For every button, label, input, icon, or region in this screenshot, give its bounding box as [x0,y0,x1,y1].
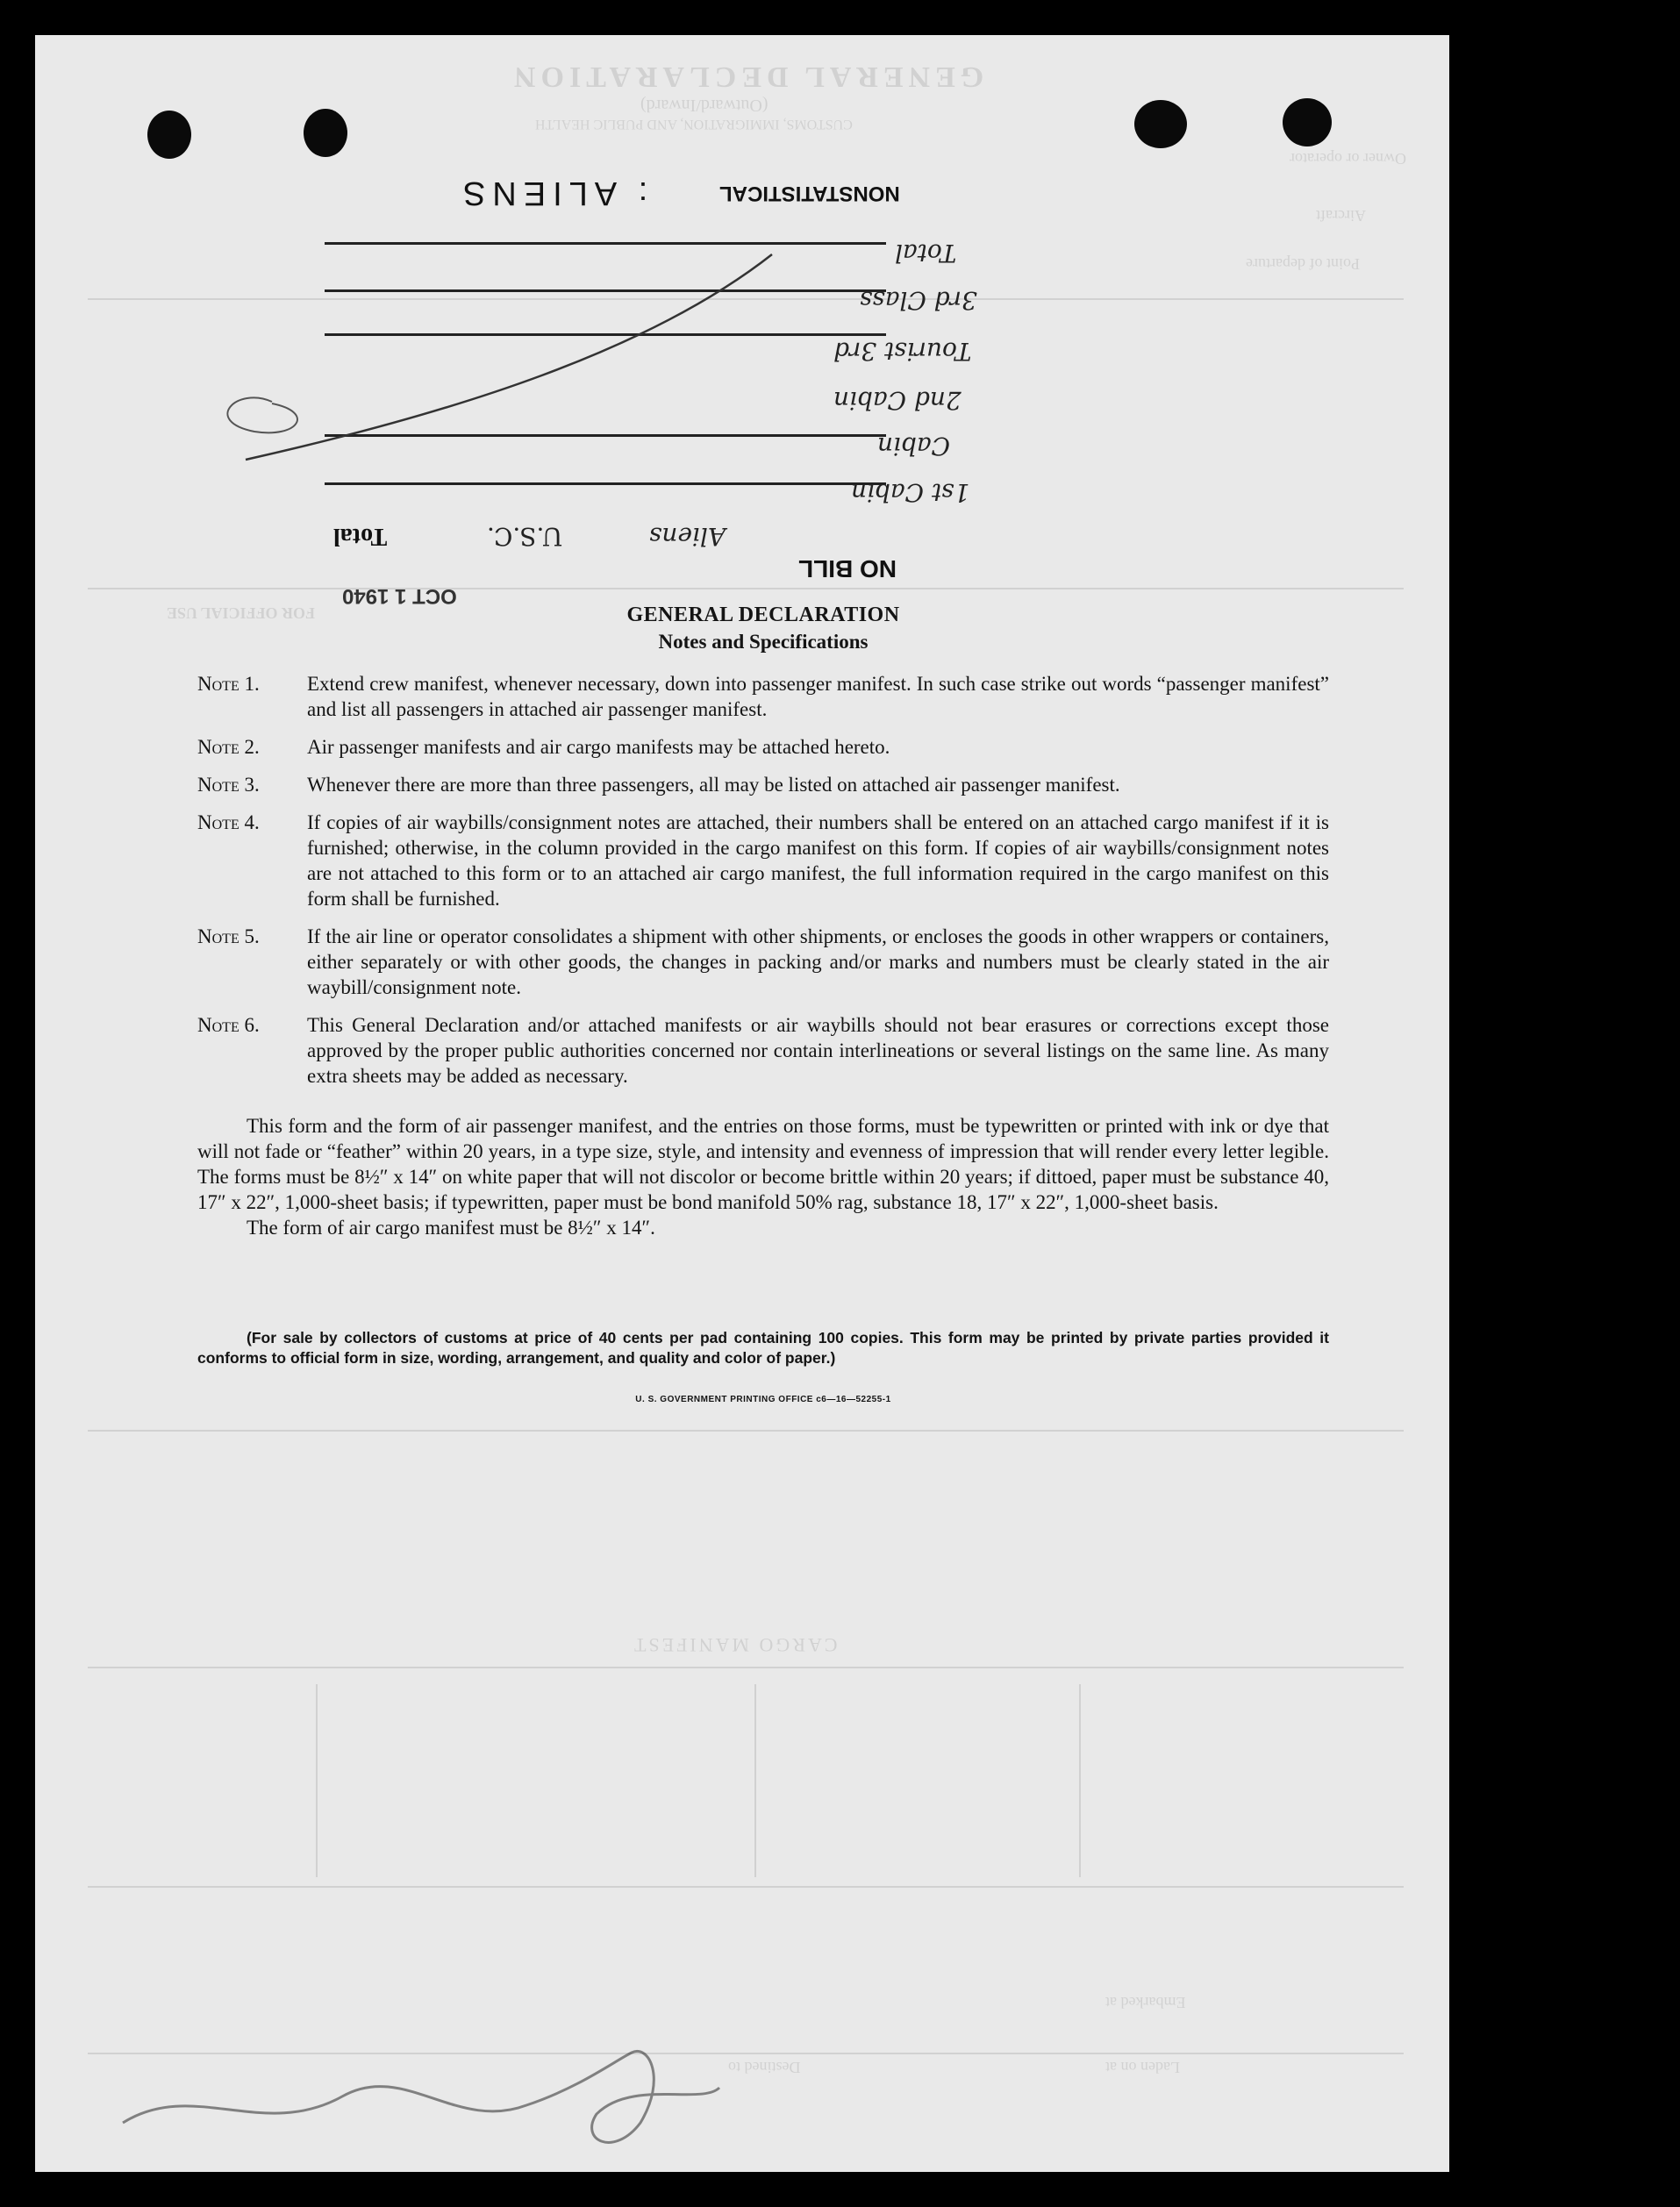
ghost-rule [88,588,1404,589]
note-1 [197,671,1329,722]
ghost-owner: Owner or operator [1290,150,1406,168]
note-5 [197,924,1329,1000]
ghost-point: Point of departure [1246,255,1360,273]
document-page [35,35,1449,2172]
ghost-laden: Laden on at [1105,2059,1180,2076]
note-label: Note 1. [197,673,260,695]
punch-hole [1283,98,1332,146]
ghost-cargo: CARGO MANIFEST [632,1634,838,1656]
ghost-rule [316,1684,318,1877]
note-text: Extend crew manifest, whenever necessary, down into passenger manifest. In such case strike out words “passenger manifest” and list all passengers in attached air passenger manifest. [307,673,1329,720]
stamp-aliens: Aliens [649,522,726,551]
ghost-rule [1079,1684,1081,1877]
note-label: Note 4. [197,811,260,833]
note-label: Note 2. [197,736,260,758]
note-text: Whenever there are more than three passengers, all may be listed on attached air passenger manifest. [307,774,1120,796]
punch-hole [1134,100,1187,148]
signature-stroke [123,2051,719,2142]
format-paragraph: This form and the form of air passenger manifest, and the entries on those forms, must be typewritten or printed with ink or dye that will not fade or “feather” within 20 years, in a type size, style, and intensity and evenness of impression that will render every letter legible. The forms must be 8½″ x 14″ on white paper that will not discolor or become brittle within 20 years; if dittoed, paper must be substance 40, 17″ x 22″, 1,000-sheet basis; if typewritten, paper must be bond manifold 50% rag, substance 18, 17″ x 22″, 1,000-sheet basis. [197,1115,1329,1213]
ghost-agency: CUSTOMS, IMMIGRATION, AND PUBLIC HEALTH [535,117,853,132]
ghost-title: GENERAL DECLARATION [509,61,984,93]
stamp-handwritten-aliens: : ALIENS [456,175,648,211]
ghost-embarked: Embarked at [1105,1994,1186,2011]
note-2 [197,734,1329,760]
stamp-row-3rd-class: 3rd Class [860,286,977,315]
cargo-format-paragraph: The form of air cargo manifest must be 8½″ x 14″. [247,1217,655,1239]
stamp-row-cabin: Cabin [877,432,951,461]
note-text: This General Declaration and/or attached manifests or air waybills should not bear erasures or corrections except those approved by the proper public authorities concerned nor contain interlineations or several listings on the same line. As many extra sheets may be added as necessary. [307,1014,1329,1087]
note-label: Note 3. [197,774,260,796]
stamp-no-bill: NO BILL [798,555,897,582]
note-text: If copies of air waybills/consignment notes are attached, their numbers shall be entered on an attached cargo manifest if it is furnished; otherwise, in the column provided in the cargo manifest on this form. If copies of air waybills/consignment notes are not attached to this form or to an attached air cargo manifest, the full information required in the cargo manifest on this form shall be furnished. [307,811,1329,910]
stamp-date: OCT 1 1940 [342,584,457,608]
stamp-row-1st-cabin: 1st Cabin [851,478,970,507]
signature-ghost [88,2026,754,2167]
stamp-usc: U.S.C. [487,522,563,551]
page-title: GENERAL DECLARATION [626,604,900,626]
ghost-aircraft: Aircraft [1316,207,1366,225]
page-subtitle: Notes and Specifications [658,631,869,653]
stamp-total-bold: Total [333,523,388,550]
note-3 [197,772,1329,797]
pen-loop [227,397,297,432]
ghost-official: FOR OFFICIAL USE [167,604,316,622]
stamp-row-total: Total [895,239,957,268]
note-text: If the air line or operator consolidates a shipment with other shipments, or encloses the goods in other wrappers or containers, either separately or with other goods, the changes in packing and/or marks and numbers must be clearly stated in the air waybill/consignment note. [307,925,1329,998]
ghost-rule [88,1886,1404,1888]
sale-notice: (For sale by collectors of customs at price of 40 cents per pad containing 100 copies. This form may be printed by private parties provided it conforms to official form in size, wording, arrangement, and quality and color of paper.) [197,1329,1329,1367]
note-6 [197,1012,1329,1089]
note-label: Note 6. [197,1014,260,1036]
ghost-rule [88,1667,1404,1668]
stamp-row-2nd-cabin: 2nd Cabin [833,386,962,415]
note-4 [197,810,1329,911]
pen-stroke [246,254,772,460]
stamp-nonstatistical: NONSTATISTICAL [719,182,900,205]
ghost-rule [754,1684,756,1877]
ghost-rule [88,1430,1404,1432]
stamp-row-tourist: Tourist 3rd [833,337,972,366]
declaration-notes [197,604,1329,1404]
note-text: Air passenger manifests and air cargo manifests may be attached hereto. [307,736,890,758]
ghost-destined: Destined to [728,2059,801,2076]
note-label: Note 5. [197,925,260,947]
ghost-subtitle: (Outward/Inward) [640,96,769,115]
stamp-cross-line [35,35,912,491]
printer-imprint: U. S. GOVERNMENT PRINTING OFFICE c6—16—52255-1 [635,1395,891,1404]
